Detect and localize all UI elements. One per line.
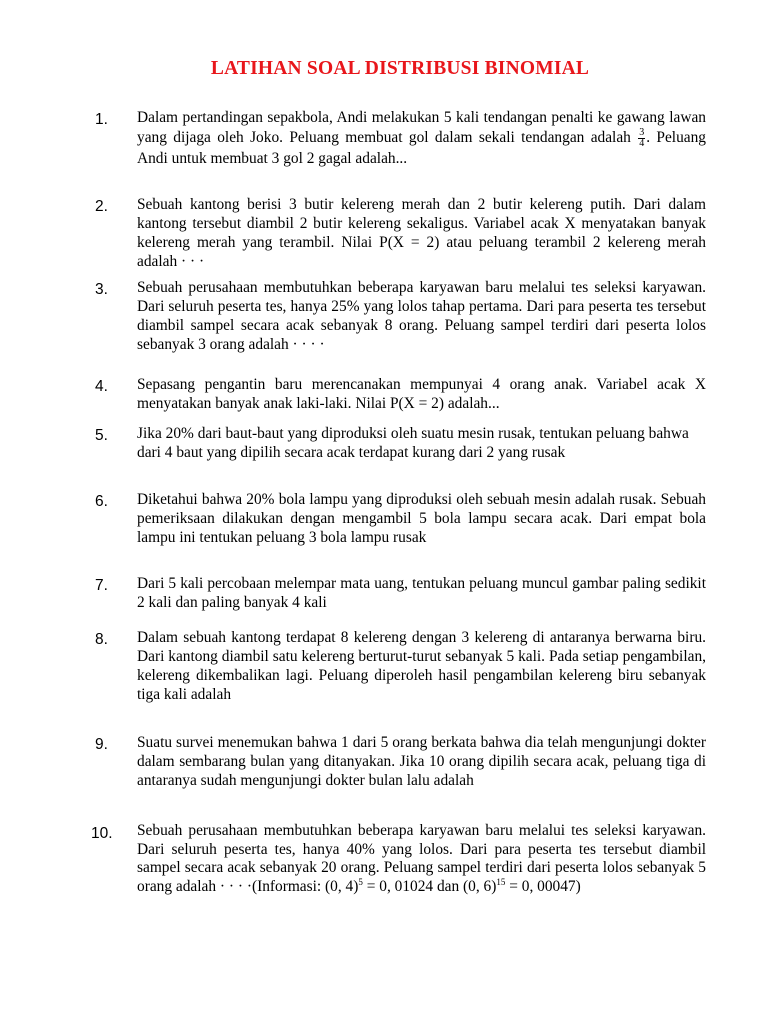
question-text-part: Dalam pertandingan sepakbola, Andi melakukan 5 kali tendangan penalti ke gawang lawan yang dijaga oleh Joko. Peluang membuat gol dalam sekali tendangan adalah xyxy=(137,109,706,146)
question-text-part: = 0, 01024 dan (0, 6) xyxy=(362,877,497,895)
exponent: 15 xyxy=(496,876,506,887)
fraction-denominator: 4 xyxy=(639,137,645,149)
question-number: 9. xyxy=(95,736,108,753)
question-number: 4. xyxy=(95,378,108,395)
question-number: 10. xyxy=(91,825,113,842)
question-text: Suatu survei menemukan bahwa 1 dari 5 orang berkata bahwa dia telah mengunjungi dokter dalam sembarang bulan yang ditanyakan. Jika 10 orang dipilih secara acak, peluang tiga di antaranya sudah mengunjungi dokter bulan lalu adalah xyxy=(137,734,706,789)
question-text-part: . Peluang Andi untuk membuat 3 gol 2 gagal adalah... xyxy=(137,128,706,167)
question-number: 8. xyxy=(95,631,108,648)
question-text: Dalam sebuah kantong terdapat 8 kelereng dengan 3 kelereng di antaranya berwarna biru. Dari kantong diambil satu kelereng berturut-turut sebanyak 5 kali. Pada setiap pengambilan, kelereng dikembalikan lagi. Peluang diperoleh hasil pengambilan kelereng biru sebanyak tiga kali adalah xyxy=(137,629,706,703)
question-number: 2. xyxy=(95,198,108,215)
question-text: Dari 5 kali percobaan melempar mata uang, tentukan peluang muncul gambar paling sedikit 2 kali dan paling banyak 4 kali xyxy=(137,575,706,611)
question-text: Diketahui bahwa 20% bola lampu yang diproduksi oleh sebuah mesin adalah rusak. Sebuah pemeriksaan dilakukan dengan mengambil 5 bola lampu secara acak. Dari empat bola lampu ini tentukan peluang 3 bola lampu rusak xyxy=(137,491,706,546)
question-text-part: = 0, 00047) xyxy=(505,877,581,895)
page-title: LATIHAN SOAL DISTRIBUSI BINOMIAL xyxy=(210,58,590,79)
question-number: 3. xyxy=(95,281,108,298)
question-number: 1. xyxy=(95,111,108,128)
question-text xyxy=(137,108,706,168)
question-text: Sebuah perusahaan membutuhkan beberapa karyawan baru melalui tes seleksi karyawan. Dari seluruh peserta tes, hanya 25% yang lolos tahap pertama. Dari para peserta tes tersebut diambil sampel secara acak sebanyak 8 orang. Peluang sampel terdiri dari peserta lolos sebanyak 3 orang adalah · · · · xyxy=(137,279,706,353)
question-text: Sebuah kantong berisi 3 butir kelereng merah dan 2 butir kelereng putih. Dari dalam kantong tersebut diambil 2 butir kelereng sekaligus. Variabel acak X menyatakan banyak kelereng merah yang terambil. Nilai P(X = 2) atau peluang terambil 2 kelereng merah adalah · · · xyxy=(137,196,706,270)
question-number: 6. xyxy=(95,493,108,510)
question-text: Jika 20% dari baut-baut yang diproduksi oleh suatu mesin rusak, tentukan peluang bahwa dari 4 baut yang dipilih secara acak terdapat kurang dari 2 yang rusak xyxy=(137,425,689,461)
question-number: 7. xyxy=(95,577,108,594)
exponent: 5 xyxy=(358,876,363,887)
question-text xyxy=(137,822,706,896)
fraction-numerator: 3 xyxy=(639,126,645,138)
fraction xyxy=(638,128,645,149)
question-text: Sepasang pengantin baru merencanakan mempunyai 4 orang anak. Variabel acak X menyatakan banyak anak laki-laki. Nilai P(X = 2) adalah... xyxy=(137,376,706,412)
question-number: 5. xyxy=(95,427,108,444)
question-text-part: Sebuah perusahaan membutuhkan beberapa karyawan baru melalui tes seleksi karyawan. Dari seluruh peserta tes, hanya 40% yang lolos. Dari para peserta tes tersebut diambil sampel secara acak sebanyak 20 orang. Peluang sampel terdiri dari peserta lolos sebanyak 5 orang adalah · · · ·(Informasi: (0, 4) xyxy=(137,822,706,895)
